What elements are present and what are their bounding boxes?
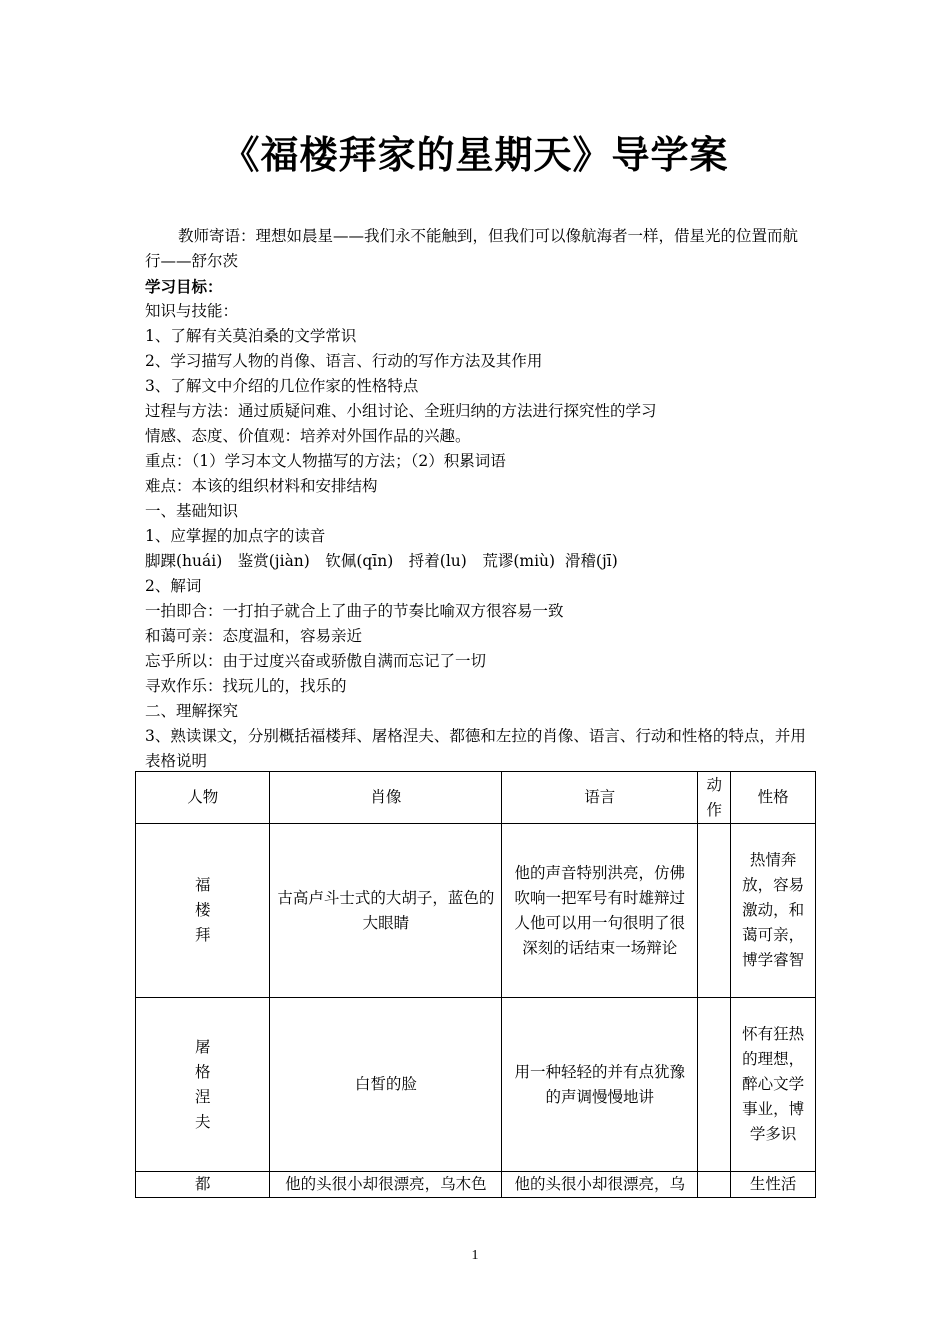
header-speech: 语言 xyxy=(502,772,698,824)
table-row xyxy=(136,998,816,1172)
name-char: 格 xyxy=(194,1062,211,1081)
name-char: 屠 xyxy=(194,1037,211,1056)
row-action xyxy=(698,824,731,998)
vocab-item: 寻欢作乐：找玩儿的，找乐的 xyxy=(145,677,347,695)
table-header-row xyxy=(136,772,816,824)
motto: 教师寄语：理想如晨星——我们永不能触到，但我们可以像航海者一样，借星光的位置而航行——舒尔茨 xyxy=(145,227,799,270)
name-char: 夫 xyxy=(194,1112,211,1131)
pronunciation-list: 脚踝(huái) 鉴赏(jiàn) 钦佩(qīn) 捋着(lu) 荒谬(miù) 滑稽(jī) xyxy=(145,552,618,570)
row-speech: 他的头很小却很漂亮，乌 xyxy=(502,1172,698,1198)
section-heading: 一、基础知识 xyxy=(145,502,239,520)
key-points: 重点：（1）学习本文人物描写的方法；（2）积累词语 xyxy=(145,452,506,470)
question-1: 1、应掌握的加点字的读音 xyxy=(145,527,326,545)
header-action xyxy=(698,772,731,824)
section-heading: 二、理解探究 xyxy=(145,702,239,720)
row-character: 生性活 xyxy=(731,1172,816,1198)
vocab-item: 和蔼可亲：态度温和，容易亲近 xyxy=(145,627,363,645)
document-title: 《福楼拜家的星期天》导学案 xyxy=(221,133,729,177)
name-char: 都 xyxy=(194,1175,211,1193)
header-portrait: 肖像 xyxy=(270,772,502,824)
header-name: 人物 xyxy=(136,772,270,824)
row-name xyxy=(136,998,270,1172)
process-method: 过程与方法：通过质疑问难、小组讨论、全班归纳的方法进行探究性的学习 xyxy=(145,402,657,420)
difficulty: 难点：本该的组织材料和安排结构 xyxy=(145,477,378,495)
vocab-item: 忘乎所以：由于过度兴奋或骄傲自满而忘记了一切 xyxy=(145,652,487,670)
row-portrait: 白皙的脸 xyxy=(270,998,502,1172)
name-char: 楼 xyxy=(194,901,211,919)
table-row xyxy=(136,1172,816,1198)
knowledge-item: 3、了解文中介绍的几位作家的性格特点 xyxy=(145,377,419,395)
name-char: 福 xyxy=(194,876,211,894)
row-action xyxy=(698,998,731,1172)
knowledge-item: 1、了解有关莫泊桑的文学常识 xyxy=(145,327,357,345)
page-number: 1 xyxy=(471,1248,479,1263)
table-row xyxy=(136,824,816,998)
header-action-text: 动作 xyxy=(706,775,722,819)
row-action xyxy=(698,1172,731,1198)
row-name xyxy=(136,824,270,998)
row-character: 热情奔放，容易激动，和蔼可亲，博学睿智 xyxy=(731,824,816,998)
row-speech: 他的声音特别洪亮，仿佛吹响一把军号有时雄辩过人他可以用一句很明了很深刻的话结束一场辩论 xyxy=(502,824,698,998)
question-3: 3、熟读课文，分别概括福楼拜、屠格涅夫、都德和左拉的肖像、语言、行动和性格的特点，并用表格说明 xyxy=(145,727,806,770)
row-character: 怀有狂热的理想，醉心文学事业，博学多识 xyxy=(731,998,816,1172)
row-speech: 用一种轻轻的并有点犹豫的声调慢慢地讲 xyxy=(502,998,698,1172)
emotion-attitude: 情感、态度、价值观：培养对外国作品的兴趣。 xyxy=(145,427,471,445)
character-table xyxy=(135,771,816,1198)
vocab-item: 一拍即合：一打拍子就合上了曲子的节奏比喻双方很容易一致 xyxy=(145,602,564,620)
knowledge-label: 知识与技能： xyxy=(145,302,239,320)
question-2: 2、解词 xyxy=(145,577,202,595)
objectives-heading: 学习目标： xyxy=(145,277,223,296)
name-char: 涅 xyxy=(194,1087,211,1106)
header-character: 性格 xyxy=(731,772,816,824)
name-char: 拜 xyxy=(194,926,211,944)
document-body xyxy=(145,224,813,774)
knowledge-item: 2、学习描写人物的肖像、语言、行动的写作方法及其作用 xyxy=(145,352,543,370)
row-portrait: 他的头很小却很漂亮，乌木色 xyxy=(270,1172,502,1198)
row-portrait: 古高卢斗士式的大胡子，蓝色的大眼睛 xyxy=(270,824,502,998)
row-name xyxy=(136,1172,270,1198)
